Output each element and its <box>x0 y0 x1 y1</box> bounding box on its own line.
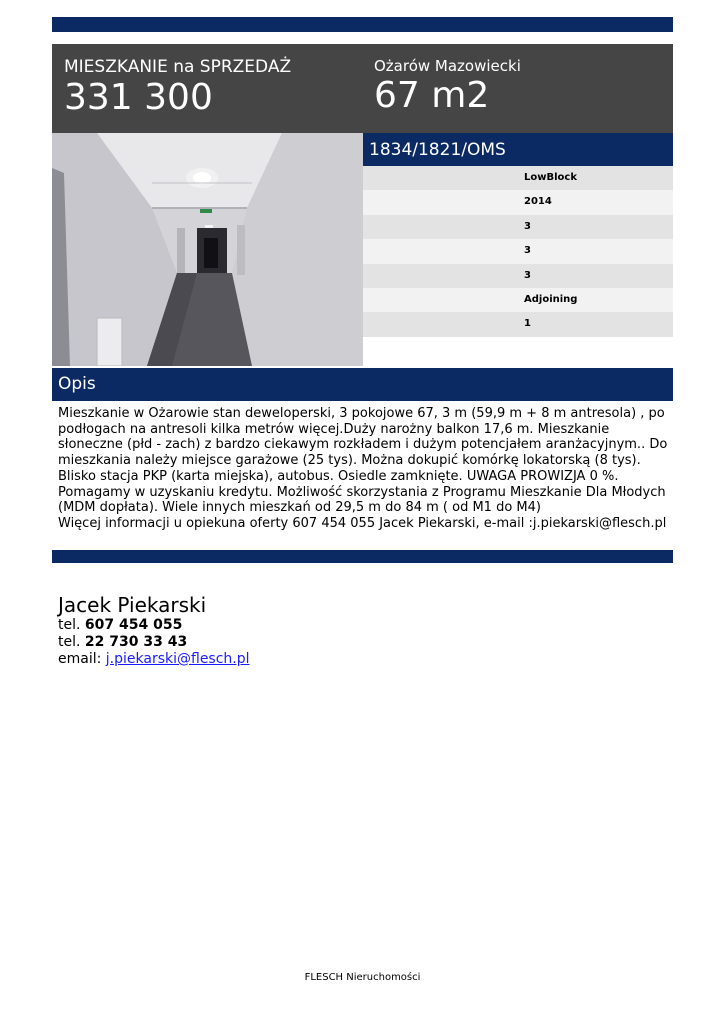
listing-city: Ożarów Mazowiecki <box>374 57 521 75</box>
phone-line-1 <box>58 617 250 634</box>
listing-header <box>52 44 673 133</box>
detail-row <box>363 312 673 336</box>
email-link[interactable]: j.piekarski@flesch.pl <box>105 651 250 667</box>
listing-type-label: MIESZKANIE na SPRZEDAŻ <box>64 57 292 77</box>
detail-row <box>363 215 673 239</box>
phone-label: tel. <box>58 634 81 650</box>
corridor-photo-image <box>52 133 363 366</box>
footer-company: FLESCH Nieruchomości <box>304 972 421 983</box>
detail-row <box>363 239 673 263</box>
description-heading: Opis <box>58 374 96 394</box>
detail-row <box>363 166 673 190</box>
listing-reference-bar <box>363 133 673 166</box>
email-label: email: <box>58 651 102 667</box>
property-photo <box>52 133 363 366</box>
listing-area: 67 m2 <box>374 75 490 116</box>
phone-line-2 <box>58 634 250 651</box>
description-text: Mieszkanie w Ożarowie stan deweloperski, 3 pokojowe 67, 3 m (59,9 m + 8 m antresola) , po podłogach na antresoli kilka metrów więcej.Duży narożny balkon 17,6 m. Mieszkanie słoneczne (płd - zach) z bardzo ciekawym rozkładem i dużym potencjałem aranżacyjnym.. Do mieszkania należy miejsce garażowe (25 tys). Można dokupić komórkę lokatorską (8 tys). Blisko stacja PKP (karta miejska), autobus. Osiedle zamknięte. UWAGA PROWIZJA 0 %. Pomagamy w uzyskaniu kredytu. Możliwość skorzystania z Programu Mieszkanie Dla Młodych (MDM dopłata). Wiele innych mieszkań od 29,5 m do 84 m ( od M1 do M4) <box>58 406 668 516</box>
detail-value: Adjoining <box>524 293 578 305</box>
phone-label: tel. <box>58 617 81 633</box>
agent-contact <box>58 593 250 668</box>
phone-number-mobile: 607 454 055 <box>84 617 183 633</box>
section-divider <box>52 550 673 563</box>
detail-value: LowBlock <box>524 172 577 183</box>
detail-value: 3 <box>524 269 531 281</box>
agent-name: Jacek Piekarski <box>58 593 207 617</box>
description-body <box>58 406 670 532</box>
email-line <box>58 651 250 668</box>
phone-number-office: 22 730 33 43 <box>84 634 188 650</box>
more-info-text: Więcej informacji u opiekuna oferty 607 454 055 Jacek Piekarski, e-mail :j.piekarski@flesch.pl <box>58 515 667 531</box>
detail-row <box>363 190 673 214</box>
description-heading-bar <box>52 368 673 401</box>
property-details-table <box>363 166 673 337</box>
listing-reference: 1834/1821/OMS <box>369 140 506 160</box>
top-accent-bar <box>52 17 673 32</box>
detail-value: 3 <box>524 220 531 232</box>
detail-value: 1 <box>524 318 531 330</box>
detail-row <box>363 264 673 288</box>
detail-value: 2014 <box>524 196 552 208</box>
detail-row <box>363 288 673 312</box>
detail-value: 3 <box>524 245 531 257</box>
listing-price: 331 300 <box>64 77 213 118</box>
